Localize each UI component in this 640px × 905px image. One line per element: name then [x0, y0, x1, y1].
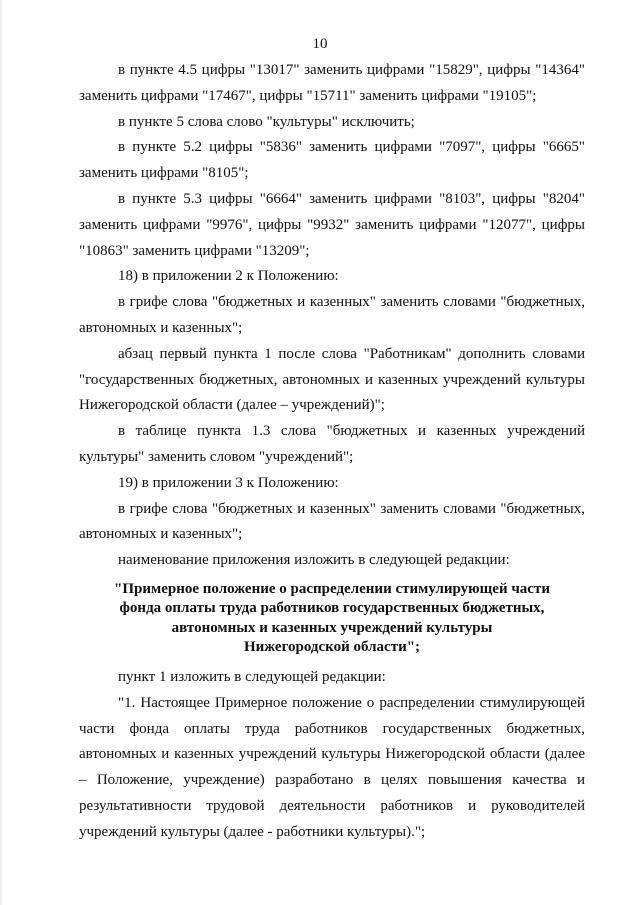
appendix-title-line-2: фонда оплаты труда работников государственных бюджетных, [119, 600, 545, 617]
scan-edge [0, 0, 3, 905]
paragraph-point-1-text: "1. Настоящее Примерное положение о распределении стимулирующей части фонда оплаты труда работников государственных бюджетных, автономных и казенных учреждений культуры Нижегородской области (далее – Положение, учреждение) разработано в целях повышения качества и результативности трудовой деятельности работников и руководителей учреждений культуры (далее - работники культуры)."; [79, 694, 585, 840]
paragraph-appendix-2: 18) в приложении 2 к Положению: [118, 268, 339, 285]
paragraph-appendix-2-table: в таблице пункта 1.3 слова "бюджетных и казенных учреждений культуры" заменить словом "учреждений"; [79, 423, 585, 465]
appendix-title [79, 576, 585, 665]
paragraph-appendix-2-stamp: в грифе слова "бюджетных и казенных" заменить словами "бюджетных, автономных и казенных"; [79, 294, 585, 336]
appendix-title-line-1: "Примерное положение о распределении стимулирующей части [114, 580, 550, 597]
page-number: 10 [312, 36, 328, 52]
paragraph-item-5-2: в пункте 5.2 цифры "5836" заменить цифрами "7097", цифры "6665" заменить цифрами "8105"; [79, 139, 585, 182]
paragraph-point-1-intro: пункт 1 изложить в следующей редакции: [118, 668, 386, 685]
paragraph-item-5-3: в пункте 5.3 цифры "6664" заменить цифрами "8103", цифры "8204" заменить цифрами "9976", цифры "9932" заменить цифрами "12077", цифры "10863" заменить цифрами "13209"; [79, 190, 585, 259]
appendix-title-line-3: автономных и казенных учреждений культуры [171, 619, 493, 636]
paragraph-item-4-5: в пункте 4.5 цифры "13017" заменить цифрами "15829", цифры "14364" заменить цифрами "17467", цифры "15711" заменить цифрами "19105"; [79, 62, 585, 104]
document-body [79, 58, 585, 846]
paragraph-item-5: в пункте 5 слова слово "культуры" исключить; [118, 113, 415, 130]
paragraph-appendix-3-stamp: в грифе слова "бюджетных и казенных" заменить словами "бюджетных, автономных и казенных"; [79, 500, 585, 543]
appendix-title-line-4: Нижегородской области"; [243, 639, 421, 656]
paragraph-appendix-3-title-intro: наименование приложения изложить в следующей редакции: [118, 552, 510, 569]
paragraph-appendix-3: 19) в приложении 3 к Положению: [118, 474, 339, 491]
paragraph-appendix-2-point-1: абзац первый пункта 1 после слова "Работникам" дополнить словами "государственных бюджетных, автономных и казенных учреждений культуры Нижегородской области (далее – учреждений)"; [79, 345, 585, 414]
